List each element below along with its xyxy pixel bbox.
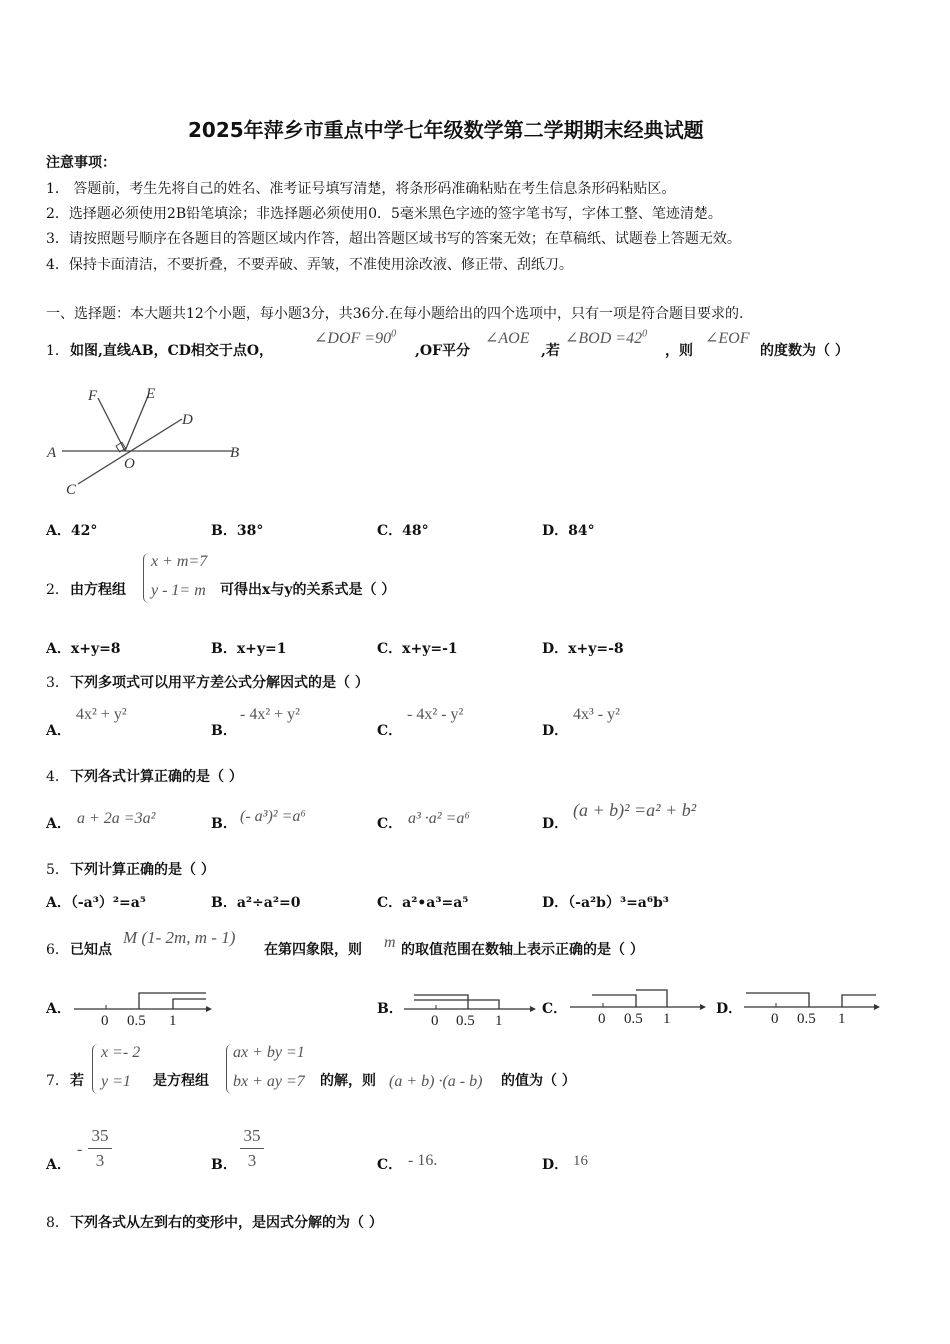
q5-option-c[interactable]: C．a²•a³=a⁵: [377, 895, 469, 911]
q7-number: 7．: [46, 1073, 69, 1089]
tick-label: 0: [431, 1013, 439, 1029]
q7-option-a-fraction: [88, 1126, 112, 1171]
q1-math-aoe: ∠AOE: [485, 330, 530, 347]
q3-option-c-label[interactable]: C．: [377, 723, 403, 739]
q5-option-d[interactable]: D．（-a²b）³=a⁶b³: [542, 895, 669, 911]
q4-option-d-label[interactable]: D．: [542, 816, 569, 832]
q7-text: 是方程组: [153, 1073, 209, 1089]
q2-option-b[interactable]: B．x+y=1: [211, 641, 287, 657]
q6-text: 在第四象限，则: [264, 942, 362, 958]
q2-option-d[interactable]: D．x+y=-8: [542, 641, 624, 657]
q4-option-a-expr: a + 2a =3a²: [77, 810, 156, 827]
q6-text: 的取值范围在数轴上表示正确的是（ ）: [401, 942, 644, 958]
q1-text: ,OF平分: [415, 343, 471, 359]
q1-text: 如图,直线AB，CD相交于点O，: [70, 343, 274, 359]
q5-option-a[interactable]: A．（-a³）²=a⁵: [46, 895, 146, 911]
label-b: B: [230, 445, 240, 461]
q8-number: 8．: [46, 1215, 69, 1231]
q4-option-c-label[interactable]: C．: [377, 816, 403, 832]
q4-text: 下列各式计算正确的是（ ）: [70, 769, 243, 785]
label-f: F: [88, 388, 98, 404]
q3-option-a-expr: 4x² + y²: [76, 706, 127, 723]
q1-math-eof: ∠EOF: [705, 330, 750, 347]
q1-math-bod: ∠BOD $=42^0$: [565, 328, 648, 347]
q7-option-b-fraction: [240, 1126, 264, 1171]
tick-label: 1: [838, 1011, 846, 1027]
q1-option-b[interactable]: B．38°: [211, 523, 264, 539]
tick-label: 0.5: [456, 1013, 475, 1029]
q6-option-d-numberline: [740, 985, 885, 1030]
q6-option-a-label[interactable]: A．: [46, 1001, 71, 1017]
q7-eq-x: x =- 2: [101, 1044, 141, 1061]
section-heading: 一、选择题：本大题共12个小题，每小题3分，共36分.在每小题给出的四个选项中，只有一项是符合题目要求的.: [46, 306, 744, 322]
q6-option-a-numberline: [70, 985, 215, 1030]
q1-option-a[interactable]: A．42°: [46, 523, 98, 539]
q3-number: 3．: [46, 675, 69, 691]
q2-text: 可得出x与y的关系式是（ ）: [220, 582, 396, 598]
q2-option-c[interactable]: C．x+y=-1: [377, 641, 458, 657]
q1-option-c[interactable]: C．48°: [377, 523, 429, 539]
q3-option-b-label[interactable]: B．: [211, 723, 237, 739]
page-title: 2025年萍乡市重点中学七年级数学第二学期期末经典试题: [188, 118, 704, 142]
tick-label: 0.5: [797, 1011, 816, 1027]
q6-option-d-label[interactable]: D．: [716, 1001, 743, 1017]
q4-option-c-expr: a³ ·a² =a⁶: [408, 810, 470, 827]
notice-heading: 注意事项：: [46, 155, 116, 171]
q6-text: 已知点: [70, 942, 112, 958]
q4-number: 4．: [46, 769, 69, 785]
tick-label: 0: [598, 1011, 606, 1027]
q1-option-d[interactable]: D．84°: [542, 523, 595, 539]
q6-math-m: m: [384, 934, 396, 951]
q2-text: 由方程组: [70, 582, 126, 598]
label-e: E: [146, 386, 156, 402]
label-o: O: [124, 456, 135, 472]
q1-number: 1．: [46, 343, 69, 359]
q1-figure: [40, 376, 260, 501]
q3-text: 下列多项式可以用平方差公式分解因式的是（ ）: [70, 675, 369, 691]
q2-system-brace: [143, 553, 150, 603]
numerator: 35: [243, 1126, 261, 1145]
q1-math-dof: ∠DOF $=90^0$: [314, 328, 397, 347]
q6-option-c-label[interactable]: C．: [542, 1001, 568, 1017]
q8-text: 下列各式从左到右的变形中，是因式分解的为（ ）: [70, 1215, 383, 1231]
label-d: D: [182, 412, 193, 428]
q7-option-a-sign: -: [77, 1141, 83, 1158]
q7-option-d-value: 16: [573, 1153, 588, 1169]
q3-option-a-label[interactable]: A．: [46, 723, 71, 739]
tick-label: 1: [169, 1013, 177, 1029]
q6-option-b-numberline: [400, 988, 540, 1033]
q6-number: 6．: [46, 942, 69, 958]
q2-eq2: y - 1= m: [151, 582, 206, 599]
q6-math-point: M (1- 2m, m - 1): [123, 928, 236, 947]
q4-option-b-expr: (- a³)² =a⁶: [240, 808, 306, 825]
q1-text: ,若: [541, 343, 560, 359]
denominator: 3: [247, 1151, 257, 1170]
q6-option-b-label[interactable]: B．: [377, 1001, 403, 1017]
q7-eq2: bx + ay =7: [233, 1073, 305, 1090]
numerator: 35: [91, 1126, 109, 1145]
tick-label: 1: [663, 1011, 671, 1027]
tick-label: 1: [495, 1013, 503, 1029]
q7-system2-brace: [226, 1044, 233, 1094]
q6-option-c-numberline: [566, 985, 711, 1030]
q2-option-a[interactable]: A．x+y=8: [46, 641, 121, 657]
tick-label: 0: [101, 1013, 109, 1029]
q7-option-a-label[interactable]: A．: [46, 1157, 71, 1173]
q7-option-c-value: - 16.: [408, 1152, 438, 1169]
q3-option-d-expr: 4x³ - y²: [573, 706, 620, 723]
q2-eq1: x + m=7: [151, 553, 208, 570]
q1-text: ，则: [665, 343, 693, 359]
q1-text: 的度数为（ ）: [760, 343, 849, 359]
q4-option-a-label[interactable]: A．: [46, 816, 71, 832]
notice-item: 2．选择题必须使用2B铅笔填涂；非选择题必须使用0．5毫米黑色字迹的签字笔书写，字体工整、笔迹清楚。: [46, 206, 722, 222]
q7-option-b-label[interactable]: B．: [211, 1157, 237, 1173]
label-a: A: [47, 445, 57, 461]
q7-text: 的值为（ ）: [501, 1073, 576, 1089]
q7-option-c-label[interactable]: C．: [377, 1157, 403, 1173]
q7-eq-y: y =1: [101, 1073, 131, 1090]
notice-item: 1． 答题前，考生先将自己的姓名、准考证号填写清楚，将条形码准确粘贴在考生信息条形码粘贴区。: [46, 181, 676, 197]
q3-option-d-label[interactable]: D．: [542, 723, 569, 739]
notice-item: 4．保持卡面清洁，不要折叠，不要弄破、弄皱，不准使用涂改液、修正带、刮纸刀。: [46, 257, 573, 273]
q2-number: 2．: [46, 582, 69, 598]
q3-option-c-expr: - 4x² - y²: [407, 706, 464, 723]
label-c: C: [66, 482, 77, 498]
denominator: 3: [95, 1151, 105, 1170]
q7-text: 若: [70, 1073, 84, 1089]
q7-option-d-label[interactable]: D．: [542, 1157, 569, 1173]
q7-math-expr: (a + b) ·(a - b): [389, 1073, 483, 1090]
q5-option-b[interactable]: B．a²÷a²=0: [211, 895, 301, 911]
tick-label: 0.5: [624, 1011, 643, 1027]
q5-number: 5．: [46, 862, 69, 878]
tick-label: 0.5: [127, 1013, 146, 1029]
q7-system1-brace: [92, 1044, 99, 1094]
q5-text: 下列计算正确的是（ ）: [70, 862, 215, 878]
q3-option-b-expr: - 4x² + y²: [240, 706, 300, 723]
tick-label: 0: [771, 1011, 779, 1027]
notice-item: 3．请按照题号顺序在各题目的答题区域内作答，超出答题区域书写的答案无效；在草稿纸、试题卷上答题无效。: [46, 231, 741, 247]
q7-text: 的解，则: [320, 1073, 376, 1089]
q4-option-b-label[interactable]: B．: [211, 816, 237, 832]
q4-option-d-expr: (a + b)² =a² + b²: [573, 800, 697, 820]
q7-eq1: ax + by =1: [233, 1044, 305, 1061]
